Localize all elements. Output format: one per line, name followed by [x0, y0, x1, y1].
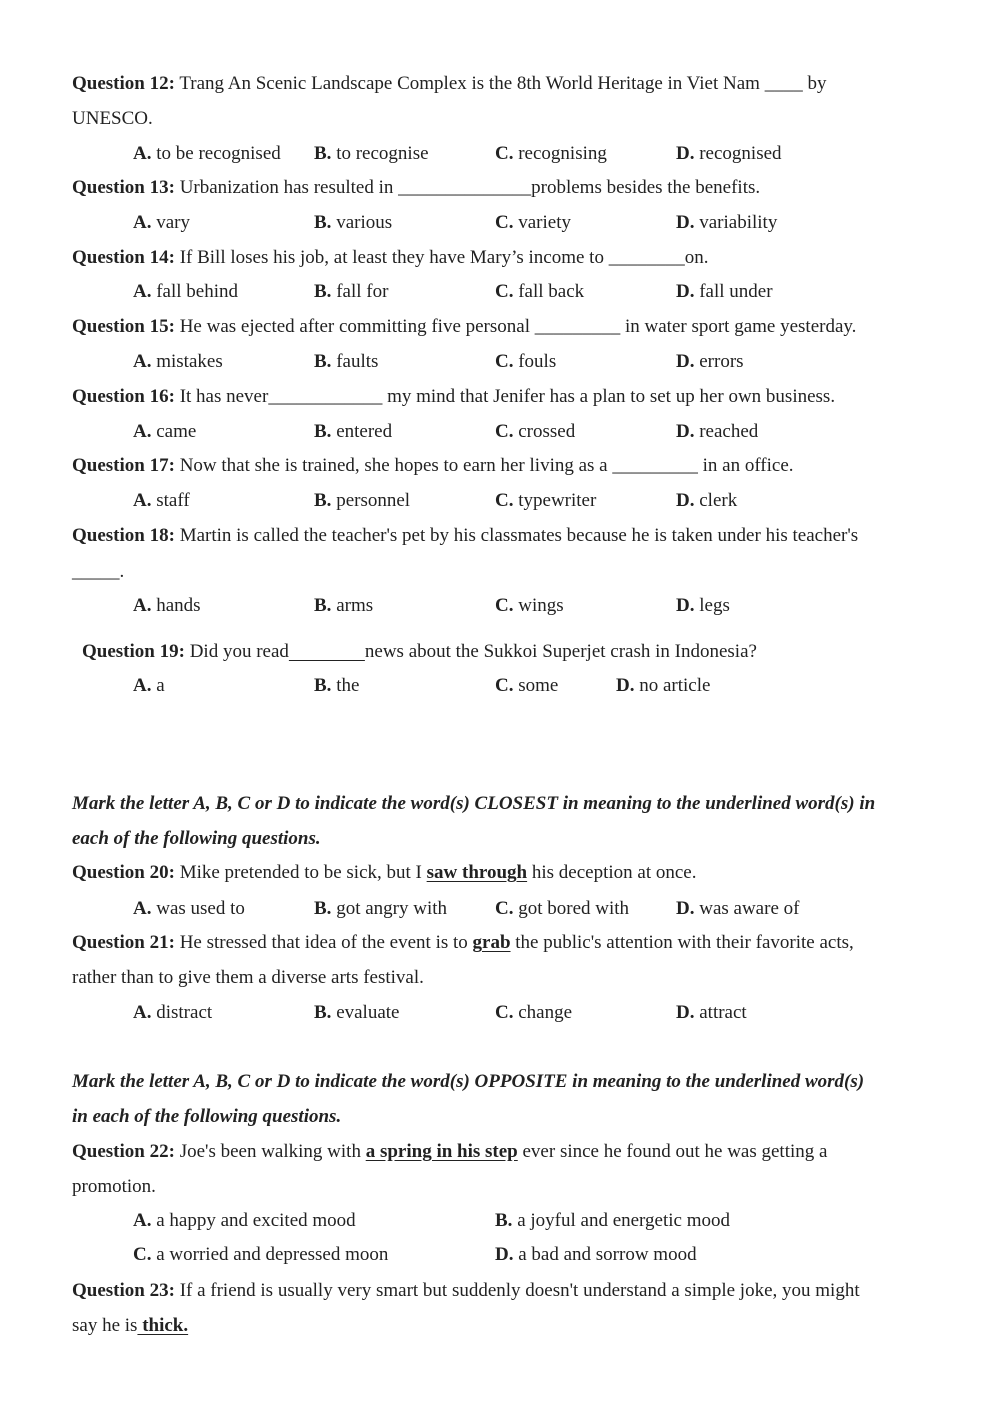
question-text: Now that she is trained, she hopes to earn her living as a _________ in an office. — [174, 455, 794, 476]
underlined-word: thick. — [137, 1315, 189, 1336]
option-b[interactable]: B. entered — [314, 421, 393, 442]
underlined-phrase: a spring in his step — [365, 1141, 518, 1162]
option-a[interactable]: A. fall behind — [133, 281, 239, 302]
question-label: Question 21: — [72, 932, 175, 953]
question-text: It has never____________ my mind that Jenifer has a plan to set up her own business. — [174, 386, 836, 407]
option-d[interactable]: D. recognised — [676, 143, 782, 164]
question-text: Urbanization has resulted in ______________problems besides the benefits. — [174, 177, 761, 198]
section-closest-instruction-cont: each of the following questions. — [72, 828, 321, 849]
option-d[interactable]: D. a bad and sorrow mood — [495, 1244, 697, 1265]
section-opposite-instruction: Mark the letter A, B, C or D to indicate the word(s) OPPOSITE in meaning to the underlined word(s) — [72, 1071, 865, 1092]
question-label: Question 18: — [72, 525, 175, 546]
option-c[interactable]: C. wings — [495, 595, 564, 616]
option-a[interactable]: A. to be recognised — [133, 143, 281, 164]
option-b[interactable]: B. faults — [314, 351, 379, 372]
question-22-stem: Question 22: Joe's been walking with a spring in his step ever since he found out he was getting a — [72, 1141, 828, 1162]
question-label: Question 22: — [72, 1141, 175, 1162]
option-d[interactable]: D. no article — [616, 675, 711, 696]
question-23-stem-cont: say he is thick. — [72, 1315, 189, 1336]
underlined-word: grab — [472, 932, 511, 953]
section-closest-instruction: Mark the letter A, B, C or D to indicate the word(s) CLOSEST in meaning to the underlined word(s) in — [72, 793, 876, 814]
question-15-stem — [72, 315, 856, 339]
question-18-stem — [72, 524, 858, 548]
option-a[interactable]: A. staff — [133, 490, 190, 511]
option-d[interactable]: D. reached — [676, 421, 759, 442]
option-a[interactable]: A. a — [133, 675, 165, 696]
question-label: Question 16: — [72, 386, 175, 407]
question-text: Trang An Scenic Landscape Complex is the 8th World Heritage in Viet Nam ____ by — [174, 73, 827, 94]
option-a[interactable]: A. a happy and excited mood — [133, 1210, 356, 1231]
option-d[interactable]: D. clerk — [676, 490, 738, 511]
option-a[interactable]: A. was used to — [133, 898, 245, 919]
option-c[interactable]: C. fouls — [495, 351, 557, 372]
option-c[interactable]: C. some — [495, 675, 559, 696]
underlined-phrase: saw through — [426, 862, 528, 883]
question-16-stem — [72, 385, 835, 409]
option-c[interactable]: C. got bored with — [495, 898, 630, 919]
question-label: Question 23: — [72, 1280, 175, 1301]
question-label: Question 13: — [72, 177, 175, 198]
section-opposite-instruction-cont: in each of the following questions. — [72, 1106, 342, 1127]
option-c[interactable]: C. fall back — [495, 281, 585, 302]
question-label: Question 19: — [82, 641, 185, 662]
question-20-stem: Question 20: Mike pretended to be sick, but I saw through his deception at once. — [72, 862, 697, 883]
question-13-stem — [72, 176, 760, 200]
option-b[interactable]: B. to recognise — [314, 143, 429, 164]
question-23-stem: Question 23: If a friend is usually very smart but suddenly doesn't understand a simple joke, you might — [72, 1280, 860, 1301]
question-18-stem-cont: _____. — [72, 561, 125, 582]
question-label: Question 12: — [72, 73, 175, 94]
question-22-stem-cont: promotion. — [72, 1176, 156, 1197]
question-text: He was ejected after committing five personal _________ in water sport game yesterday. — [174, 316, 857, 337]
question-label: Question 17: — [72, 455, 175, 476]
option-b[interactable]: B. various — [314, 212, 393, 233]
option-b[interactable]: B. the — [314, 675, 360, 696]
option-d[interactable]: D. attract — [676, 1002, 747, 1023]
question-label: Question 14: — [72, 247, 175, 268]
question-14-stem — [72, 246, 708, 270]
option-c[interactable]: C. crossed — [495, 421, 576, 442]
question-label: Question 15: — [72, 316, 175, 337]
option-b[interactable]: B. got angry with — [314, 898, 448, 919]
option-b[interactable]: B. arms — [314, 595, 374, 616]
question-text: If Bill loses his job, at least they have Mary’s income to ________on. — [174, 247, 709, 268]
option-c[interactable]: C. a worried and depressed moon — [133, 1244, 389, 1265]
answer-blank[interactable]: ________ — [288, 641, 365, 662]
option-c[interactable]: C. recognising — [495, 143, 607, 164]
question-21-stem-cont: rather than to give them a diverse arts festival. — [72, 967, 424, 988]
option-d[interactable]: D. errors — [676, 351, 744, 372]
option-b[interactable]: B. evaluate — [314, 1002, 400, 1023]
question-12-stem-cont: UNESCO. — [72, 108, 153, 129]
question-12-stem — [72, 72, 826, 96]
option-d[interactable]: D. variability — [676, 212, 778, 233]
option-d[interactable]: D. fall under — [676, 281, 773, 302]
option-c[interactable]: C. typewriter — [495, 490, 597, 511]
option-b[interactable]: B. fall for — [314, 281, 389, 302]
option-a[interactable]: A. hands — [133, 595, 201, 616]
option-a[interactable]: A. distract — [133, 1002, 213, 1023]
option-a[interactable]: A. mistakes — [133, 351, 223, 372]
option-c[interactable]: C. variety — [495, 212, 571, 233]
option-b[interactable]: B. a joyful and energetic mood — [495, 1210, 730, 1231]
option-c[interactable]: C. change — [495, 1002, 573, 1023]
option-d[interactable]: D. was aware of — [676, 898, 800, 919]
question-text: Martin is called the teacher's pet by his classmates because he is taken under his teacher's — [174, 525, 859, 546]
question-21-stem: Question 21: He stressed that idea of the event is to grab the public's attention with their favorite acts, — [72, 932, 854, 953]
question-17-stem — [72, 454, 794, 478]
option-a[interactable]: A. vary — [133, 212, 190, 233]
option-b[interactable]: B. personnel — [314, 490, 411, 511]
option-d[interactable]: D. legs — [676, 595, 730, 616]
option-a[interactable]: A. came — [133, 421, 197, 442]
question-19-stem: Question 19: Did you read________news about the Sukkoi Superjet crash in Indonesia? — [82, 641, 757, 662]
question-label: Question 20: — [72, 862, 175, 883]
